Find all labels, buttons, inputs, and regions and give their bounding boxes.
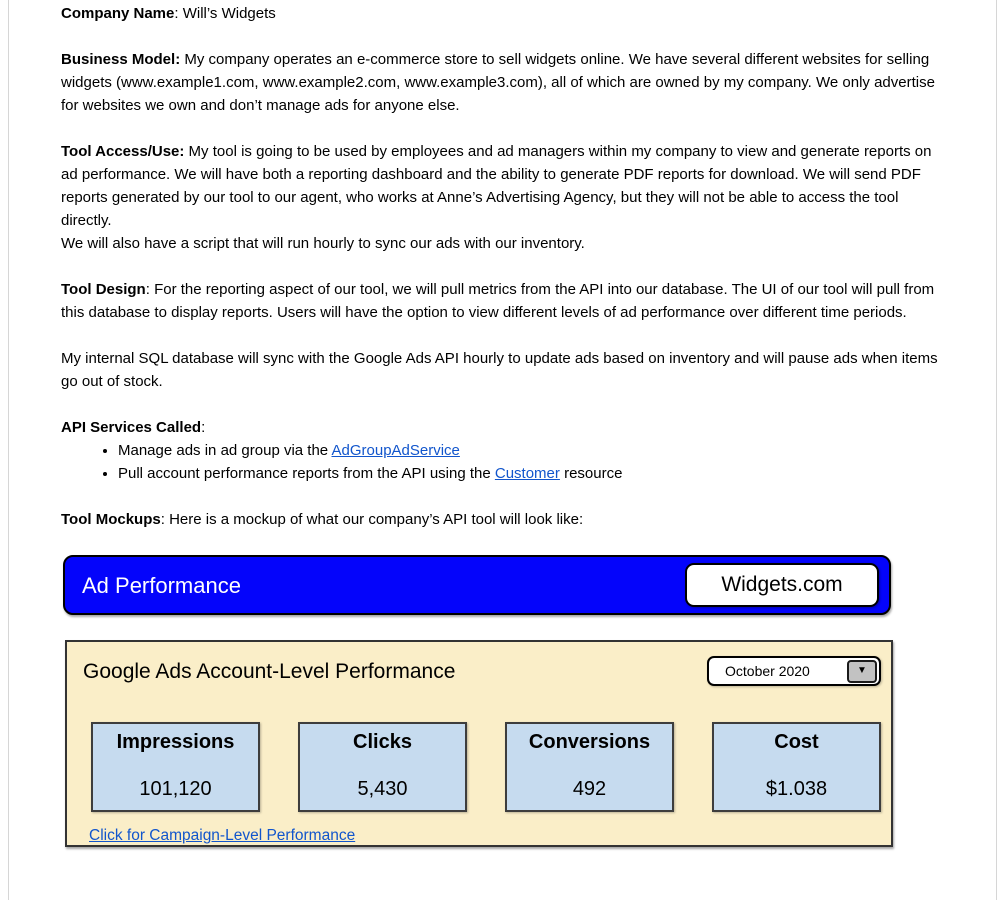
tool-access-text2: We will also have a script that will run hourly to sync our ads with our inventory. xyxy=(61,235,585,252)
customer-link[interactable]: Customer xyxy=(494,465,560,482)
api-services-heading xyxy=(61,416,942,439)
document-body xyxy=(9,0,996,847)
list-item-customer xyxy=(118,462,942,485)
tool-design-separator: : xyxy=(145,281,155,298)
account-performance-panel xyxy=(65,640,893,847)
campaign-level-performance-link[interactable]: Click for Campaign-Level Performance xyxy=(89,827,356,844)
tool-mockups-text: Here is a mockup of what our company’s API tool will look like: xyxy=(169,511,584,528)
metric-cards-row xyxy=(91,722,891,812)
company-name-separator: : xyxy=(174,5,183,22)
metric-value: 101,120 xyxy=(139,778,212,800)
business-model-text: My company operates an e-commerce store to sell widgets online. We have several different websites for selling widgets (www.example1.com, www.example2.com, www.example3.com), all of which are owned by my company. We only advertise for websites we own and don’t manage ads for anyone else. xyxy=(61,51,935,114)
metric-value: 5,430 xyxy=(357,778,408,800)
bullet-text: resource xyxy=(559,465,623,482)
tool-mockups-separator: : xyxy=(160,511,170,528)
date-range-dropdown[interactable] xyxy=(707,656,881,686)
widgets-site-button[interactable]: Widgets.com xyxy=(685,563,879,607)
metric-card-clicks xyxy=(298,722,467,812)
panel-title: Google Ads Account-Level Performance xyxy=(83,659,456,683)
metric-label: Impressions xyxy=(116,731,235,753)
company-name-label: Company Name xyxy=(61,5,175,22)
tool-mockups-label: Tool Mockups xyxy=(61,511,161,528)
business-model-paragraph xyxy=(61,48,942,117)
tool-design-text: For the reporting aspect of our tool, we will pull metrics from the API into our database. The UI of our tool will pull from this database to display reports. Users will have the option to view different levels of ad performance over different time periods. xyxy=(61,281,935,321)
dropdown-arrow-button[interactable] xyxy=(847,660,877,683)
bullet-text: Manage ads in ad group via the xyxy=(118,442,332,459)
api-services-label: API Services Called xyxy=(61,419,202,436)
api-services-list xyxy=(61,439,942,485)
adgroupadservice-link[interactable]: AdGroupAdService xyxy=(331,442,460,459)
list-item-adgroupadservice xyxy=(118,439,942,462)
date-range-value: October 2020 xyxy=(725,662,810,679)
company-name-line xyxy=(61,2,942,25)
business-model-label: Business Model: xyxy=(61,51,181,68)
tool-design-paragraph xyxy=(61,278,942,324)
metric-label: Cost xyxy=(774,731,819,753)
tool-access-label: Tool Access/Use: xyxy=(61,143,185,160)
metric-label: Conversions xyxy=(528,731,651,753)
tool-access-paragraph xyxy=(61,140,942,255)
company-name-value: Will’s Widgets xyxy=(182,5,276,22)
panel-header-row xyxy=(67,642,891,686)
metric-card-cost xyxy=(712,722,881,812)
api-services-separator: : xyxy=(201,419,206,436)
tool-mockups-line xyxy=(61,508,942,531)
document-page xyxy=(8,0,997,900)
tool-access-text: My tool is going to be used by employees and ad managers within my company to view and generate reports on ad performance. We will have both a reporting dashboard and the ability to generate PDF reports for download. We will send PDF reports generated by our tool to our agent, who works at Anne’s Advertising Agency, but they will not be able to access the tool directly. xyxy=(61,143,932,229)
bullet-text: Pull account performance reports from the API using the xyxy=(118,465,495,482)
sql-sync-paragraph: My internal SQL database will sync with the Google Ads API hourly to update ads based on inventory and will pause ads when items go out of stock. xyxy=(61,350,938,390)
metric-card-conversions xyxy=(505,722,674,812)
metric-value: $1.038 xyxy=(765,778,828,800)
mockup-header-bar xyxy=(63,555,891,615)
chevron-down-icon: ▼ xyxy=(857,665,867,676)
mockup-app-title: Ad Performance xyxy=(82,572,241,598)
metric-card-impressions xyxy=(91,722,260,812)
metric-label: Clicks xyxy=(353,731,412,753)
tool-design-label: Tool Design xyxy=(61,281,146,298)
metric-value: 492 xyxy=(572,778,607,800)
